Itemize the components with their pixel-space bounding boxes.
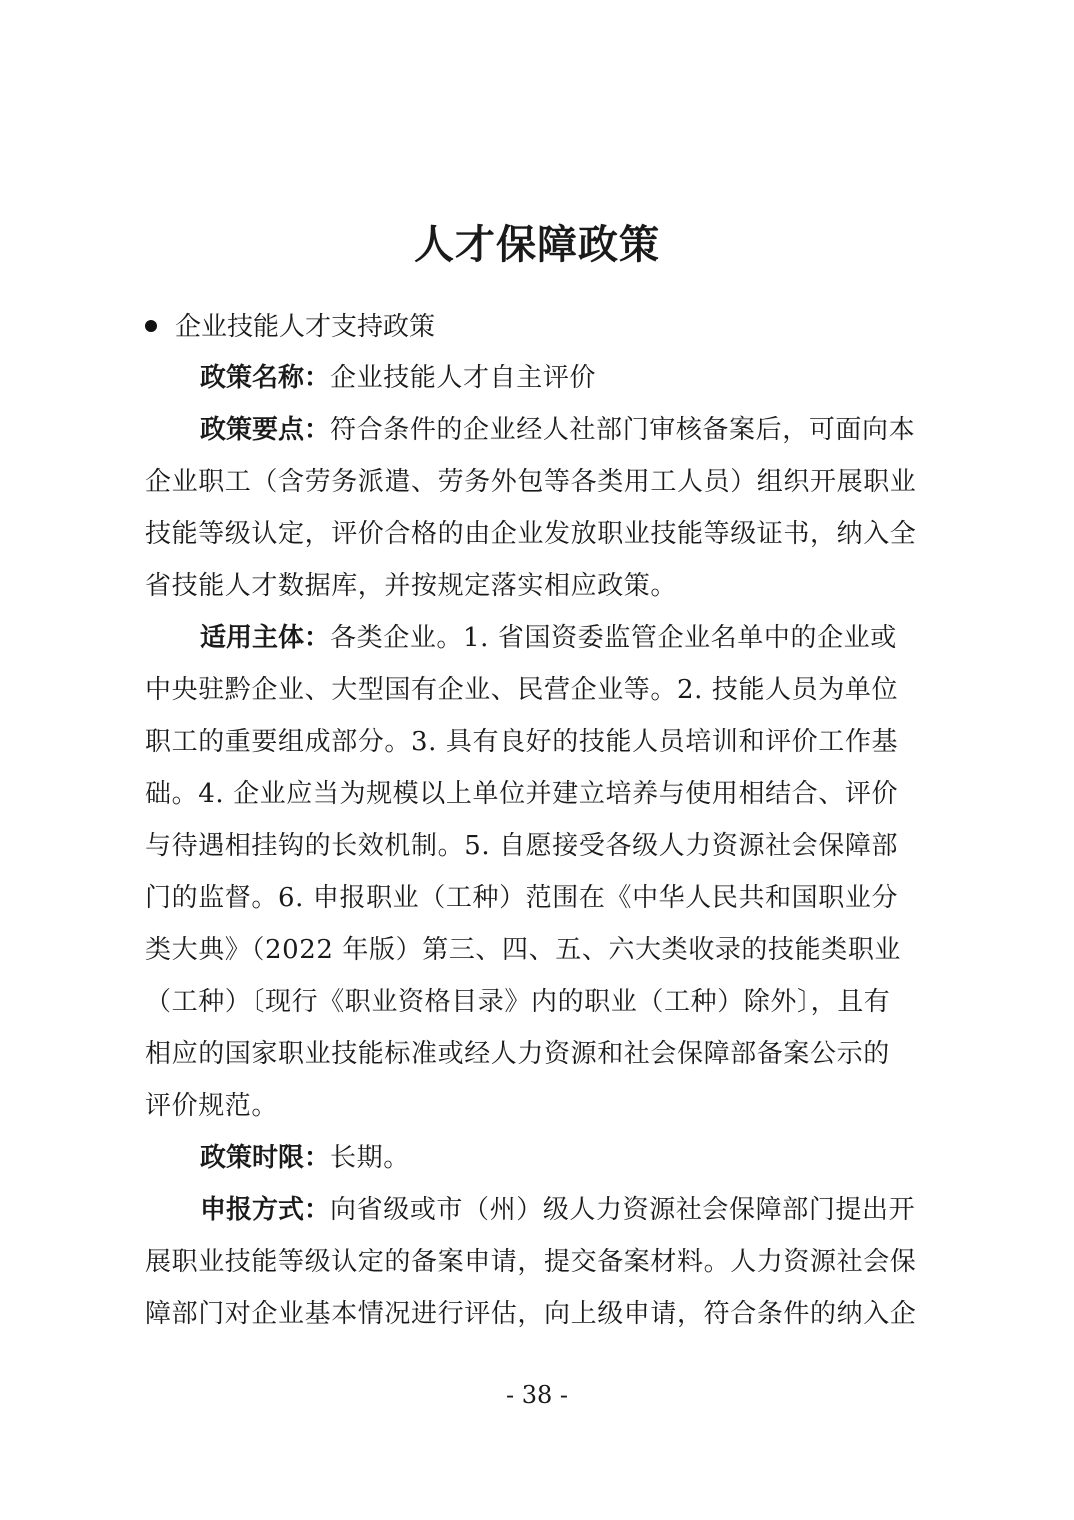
applicable-entities-line: 各类企业。1. 省国资委监管企业名单中的企业或: [330, 623, 897, 653]
application-method: [145, 1188, 945, 1240]
applicable-entities-line: 础。4. 企业应当为规模以上单位并建立培养与使用相结合、评价: [145, 779, 899, 809]
policy-points-line: 符合条件的企业经人社部门审核备案后，可面向本: [330, 415, 916, 445]
applicable-entities-line: 评价规范。: [145, 1091, 279, 1121]
policy-period-value: 长期。: [330, 1143, 410, 1173]
policy-points-line: 省技能人才数据库，并按规定落实相应政策。: [145, 571, 678, 601]
applicable-entities-line: 类大典》（2022 年版）第三、四、五、六大类收录的技能类职业: [145, 935, 902, 965]
applicable-entities-line: 门的监督。6. 申报职业（工种）范围在《中华人民共和国职业分: [145, 883, 899, 913]
policy-period: [145, 1136, 945, 1188]
applicable-entities-line: （工种）〔现行《职业资格目录》内的职业（工种）除外〕，且有: [145, 987, 891, 1017]
policy-points-label: 政策要点：: [200, 415, 331, 445]
document-body: [145, 356, 945, 1344]
policy-period-label: 政策时限：: [200, 1143, 331, 1173]
application-method-label: 申报方式：: [200, 1195, 331, 1225]
policy-points-line: 技能等级认定，评价合格的由企业发放职业技能等级证书，纳入全: [145, 519, 917, 549]
policy-points-line: 企业职工（含劳务派遣、劳务外包等各类用工人员）组织开展职业: [145, 467, 917, 497]
bullet-icon: [145, 320, 157, 332]
section-heading: [145, 305, 435, 349]
applicable-entities-label: 适用主体：: [200, 623, 331, 653]
page-title: 人才保障政策: [414, 220, 660, 268]
application-method-line: 展职业技能等级认定的备案申请，提交备案材料。人力资源社会保: [145, 1247, 917, 1277]
policy-name-value: 企业技能人才自主评价: [330, 363, 597, 393]
application-method-line: 向省级或市（州）级人力资源社会保障部门提出开: [330, 1195, 916, 1225]
policy-name-label: 政策名称：: [200, 363, 331, 393]
applicable-entities-line: 与待遇相挂钩的长效机制。5. 自愿接受各级人力资源社会保障部: [145, 831, 899, 861]
applicable-entities-line: 职工的重要组成部分。3. 具有良好的技能人员培训和评价工作基: [145, 727, 899, 757]
policy-name: [145, 356, 945, 408]
applicable-entities-line: 相应的国家职业技能标准或经人力资源和社会保障部备案公示的: [145, 1039, 890, 1069]
applicable-entities-line: 中央驻黔企业、大型国有企业、民营企业等。2. 技能人员为单位: [145, 675, 899, 705]
applicable-entities: [145, 616, 945, 668]
page-number: - 38 -: [505, 1381, 568, 1409]
section-heading-text: 企业技能人才支持政策: [175, 312, 436, 342]
application-method-line: 障部门对企业基本情况进行评估，向上级申请，符合条件的纳入企: [145, 1299, 917, 1329]
policy-points: [145, 408, 945, 460]
